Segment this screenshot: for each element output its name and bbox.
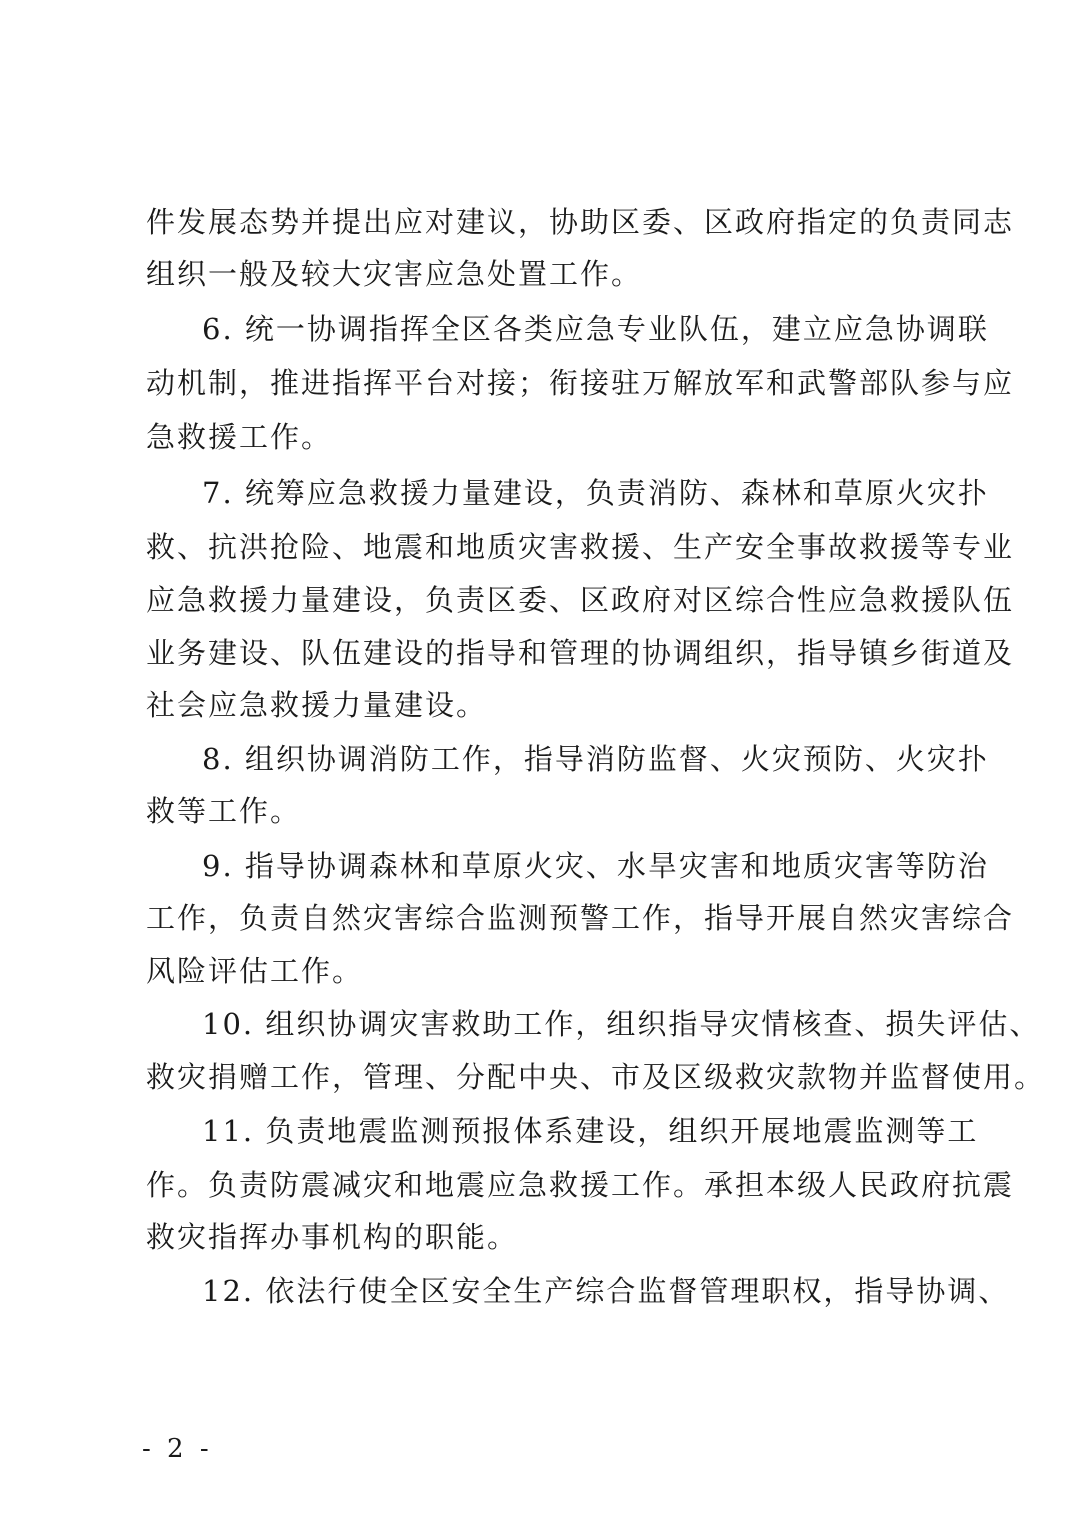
text-line: 救灾指挥办事机构的职能。 <box>146 1220 519 1254</box>
paragraph-10-first-line: 10. 组织协调灾害救助工作，组织指导灾情核查、损失评估、 <box>202 1007 1041 1041</box>
text-line: 急救援工作。 <box>146 420 333 454</box>
text-line: 救灾捐赠工作，管理、分配中央、市及区级救灾款物并监督使用。 <box>146 1060 1046 1094</box>
text-line: 动机制，推进指挥平台对接；衔接驻万解放军和武警部队参与应 <box>146 366 1015 400</box>
text-line: 组织一般及较大灾害应急处置工作。 <box>146 257 643 291</box>
text-line: 救、抗洪抢险、地震和地质灾害救援、生产安全事故救援等专业 <box>146 530 1015 564</box>
paragraph-12-first-line: 12. 依法行使全区安全生产综合监督管理职权，指导协调、 <box>202 1274 1010 1308</box>
text-line: 社会应急救援力量建设。 <box>146 688 488 722</box>
paragraph-11-first-line: 11. 负责地震监测预报体系建设，组织开展地震监测等工 <box>202 1114 979 1148</box>
text-line: 件发展态势并提出应对建议，协助区委、区政府指定的负责同志 <box>146 205 1015 239</box>
text-line: 工作，负责自然灾害综合监测预警工作，指导开展自然灾害综合 <box>146 901 1015 935</box>
text-line: 应急救援力量建设，负责区委、区政府对区综合性应急救援队伍 <box>146 583 1015 617</box>
text-line: 作。负责防震减灾和地震应急救援工作。承担本级人民政府抗震 <box>146 1168 1015 1202</box>
paragraph-8-first-line: 8. 组织协调消防工作，指导消防监督、火灾预防、火灾扑 <box>202 742 989 776</box>
text-line: 业务建设、队伍建设的指导和管理的协调组织，指导镇乡街道及 <box>146 636 1015 670</box>
text-line: 风险评估工作。 <box>146 954 364 988</box>
text-line: 救等工作。 <box>146 794 302 828</box>
paragraph-9-first-line: 9. 指导协调森林和草原火灾、水旱灾害和地质灾害等防治 <box>202 849 989 883</box>
page-number: - 2 - <box>142 1434 213 1464</box>
paragraph-6-first-line: 6. 统一协调指挥全区各类应急专业队伍，建立应急协调联 <box>202 312 989 346</box>
paragraph-7-first-line: 7. 统筹应急救援力量建设，负责消防、森林和草原火灾扑 <box>202 476 989 510</box>
